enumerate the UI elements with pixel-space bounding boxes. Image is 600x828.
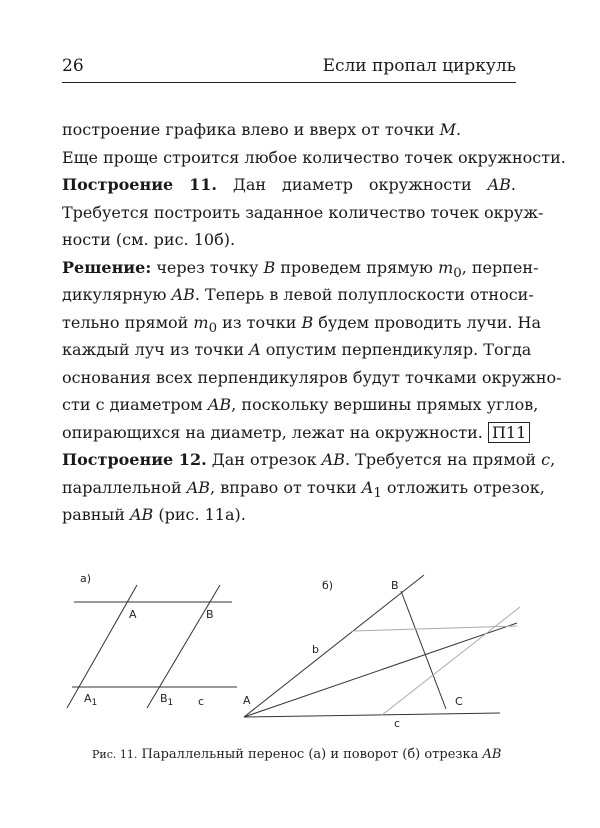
line-b-b1 <box>147 585 220 708</box>
text-line: ности (см. рис. 10б). <box>62 230 236 249</box>
point-a-label: A <box>129 608 137 621</box>
text-line: параллельной AB, вправо от точки $A_1$ отложить отрезок, <box>62 477 545 501</box>
text-line: Требуется построить заданное количество точек окруж- <box>62 202 544 222</box>
construction-11-heading: Построение 11. Дан диаметр окружности AB. <box>62 175 516 194</box>
figure-caption: Рис. 11. Параллельный перенос (а) и поворот (б) отрезка AB <box>92 747 502 762</box>
line-c <box>244 713 500 717</box>
point-b1-label: $B_1$ <box>160 692 174 708</box>
running-title: Если пропал циркуль <box>322 56 516 76</box>
text-line: равный AB (рис. 11а). <box>62 505 246 524</box>
point-a-label: A <box>243 694 251 707</box>
ray-from-a <box>244 623 517 717</box>
segment-b-label: b <box>312 643 319 656</box>
point-c-label: C <box>455 695 463 708</box>
text-line: основания всех перпендикуляров будут точками окружно- <box>62 367 562 387</box>
text-line: дикулярную AB. Теперь в левой полуплоскости относи- <box>62 285 534 304</box>
line-a-a1 <box>67 585 137 708</box>
panel-b-label: б) <box>322 579 334 592</box>
line-c-label: c <box>394 717 401 730</box>
text-line: Еще проще строится любое количество точек окружности. <box>62 147 566 167</box>
construction-12-line: Построение 12. Дан отрезок AB. Требуется на прямой c, <box>62 450 556 469</box>
guide-line <box>382 607 520 715</box>
text-line: тельно прямой $m_0$ из точки B будем проводить лучи. На <box>62 312 542 336</box>
panel-a-label: а) <box>80 572 92 585</box>
main-text <box>62 116 566 529</box>
page-number: 26 <box>62 56 84 76</box>
reference-box: П11 <box>488 422 530 443</box>
panel-b <box>243 575 520 730</box>
point-b-label: B <box>391 579 399 592</box>
header-rule <box>62 82 516 83</box>
panel-a <box>67 572 237 708</box>
text-line: каждый луч из точки A опустим перпендикуляр. Тогда <box>62 340 532 359</box>
point-a1-label: $A_1$ <box>84 692 98 708</box>
line-c-label: c <box>198 695 205 708</box>
figure-drawing <box>62 565 522 740</box>
point-b-label: B <box>206 608 214 621</box>
solution-line: Решение: через точку B проведем прямую $m_0$, перпен- <box>62 257 539 281</box>
segment-ab <box>244 575 424 717</box>
text-line: опирающихся на диаметр, лежат на окружности. П11 <box>62 419 516 447</box>
figure-11 <box>62 565 522 740</box>
text-line: сти с диаметром AB, поскольку вершины прямых углов, <box>62 395 539 414</box>
text-line: построение графика влево и вверх от точки M. <box>62 120 462 139</box>
page-header <box>62 56 516 82</box>
